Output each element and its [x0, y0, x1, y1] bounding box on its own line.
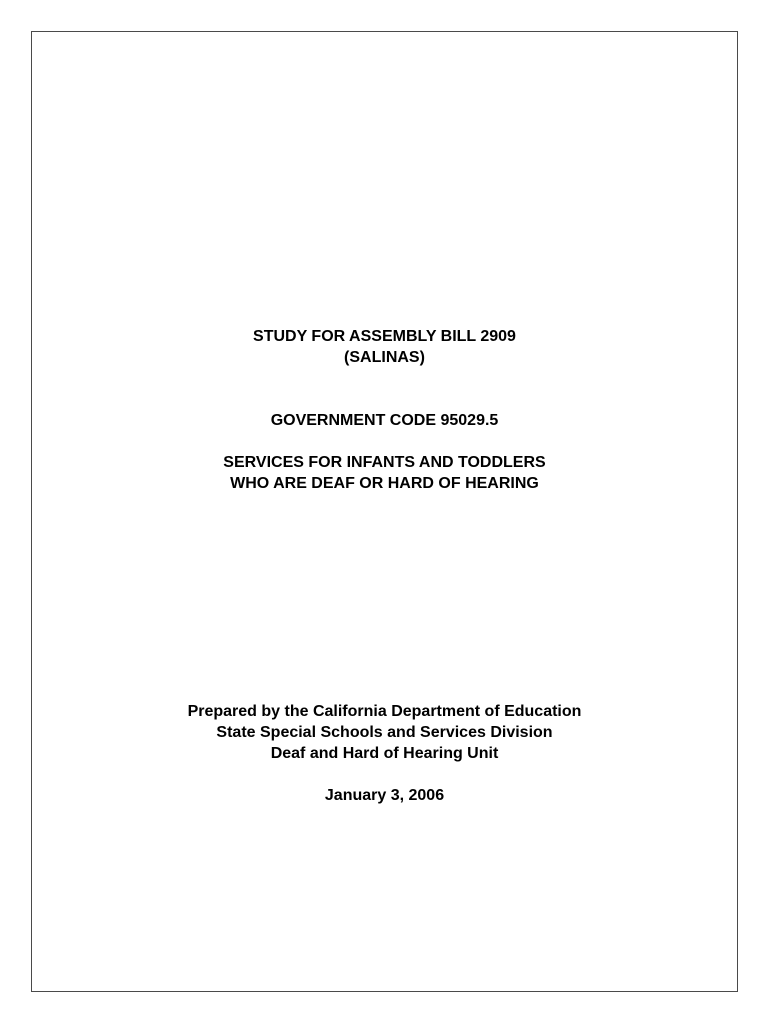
prepared-by-division: State Special Schools and Services Division [216, 724, 553, 741]
government-code: GOVERNMENT CODE 95029.5 [270, 412, 499, 429]
prepared-by-unit: Deaf and Hard of Hearing Unit [270, 745, 499, 762]
report-date: January 3, 2006 [324, 787, 445, 804]
services-heading-line-2: WHO ARE DEAF OR HARD OF HEARING [230, 475, 539, 492]
page-border [31, 31, 738, 992]
report-title: STUDY FOR ASSEMBLY BILL 2909 [253, 328, 516, 345]
report-title-author: (SALINAS) [344, 349, 425, 366]
services-heading-line-1: SERVICES FOR INFANTS AND TODDLERS [223, 454, 546, 471]
prepared-by-department: Prepared by the California Department of Education [187, 703, 582, 720]
